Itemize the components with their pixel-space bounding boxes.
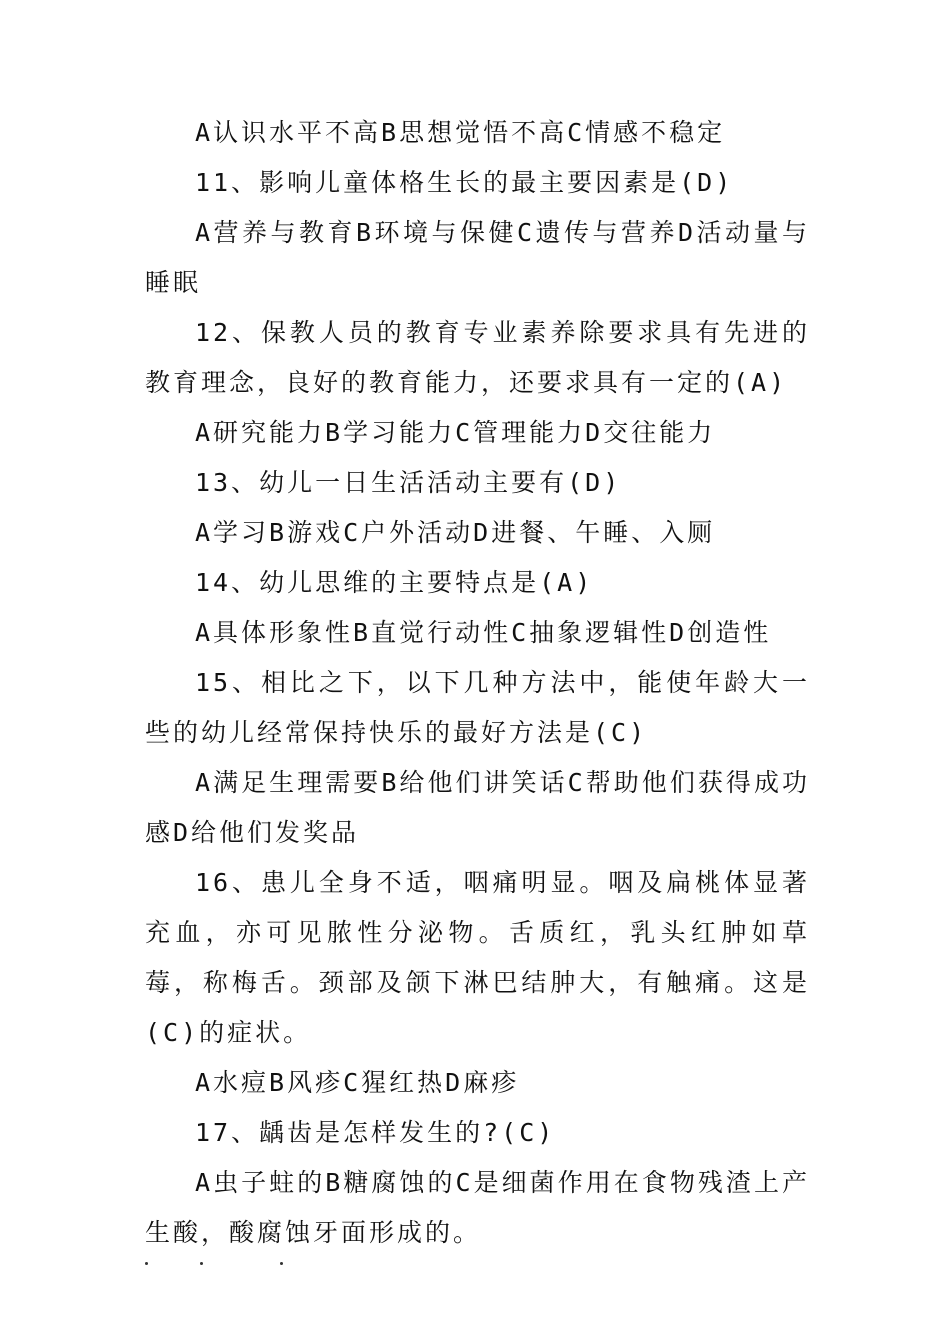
- answer-options-12: A研究能力B学习能力C管理能力D交往能力: [195, 418, 716, 447]
- answer-options-14: A具体形象性B直觉行动性C抽象逻辑性D创造性: [195, 618, 772, 647]
- question-13: 13、幼儿一日生活活动主要有(D): [195, 468, 622, 497]
- answer-options-13: A学习B游戏C户外活动D进餐、午睡、入厕: [195, 518, 716, 547]
- question-17: 17、龋齿是怎样发生的?(C): [195, 1118, 556, 1147]
- answer-options-11: A营养与教育B环境与保健C遗传与营养D活动量与睡眠: [145, 218, 810, 297]
- footer-dot: [280, 1262, 283, 1265]
- question-11: 11、影响儿童体格生长的最主要因素是(D): [195, 168, 734, 197]
- question-16: 16、患儿全身不适，咽痛明显。咽及扁桃体显著充血，亦可见脓性分泌物。舌质红，乳头红肿如草莓，称梅舌。颈部及颌下淋巴结肿大，有触痛。这是(C)的症状。: [145, 868, 810, 1047]
- question-15: 15、相比之下，以下几种方法中，能使年龄大一些的幼儿经常保持快乐的最好方法是(C): [145, 668, 810, 747]
- document-body: [145, 108, 810, 1258]
- answer-options-17: A虫子蛀的B糖腐蚀的C是细菌作用在食物残渣上产生酸，酸腐蚀牙面形成的。: [145, 1168, 810, 1247]
- answer-options-15: A满足生理需要B给他们讲笑话C帮助他们获得成功感D给他们发奖品: [145, 768, 810, 847]
- answer-options-16: A水痘B风疹C猩红热D麻疹: [195, 1068, 520, 1097]
- footer-dot: [200, 1262, 203, 1265]
- question-14: 14、幼儿思维的主要特点是(A): [195, 568, 594, 597]
- question-12: 12、保教人员的教育专业素养除要求具有先进的教育理念，良好的教育能力，还要求具有一定的(A): [145, 318, 810, 397]
- footer-dots: [143, 1252, 343, 1272]
- answer-options-10: A认识水平不高B思想觉悟不高C情感不稳定: [195, 118, 726, 147]
- footer-dot: [145, 1262, 148, 1265]
